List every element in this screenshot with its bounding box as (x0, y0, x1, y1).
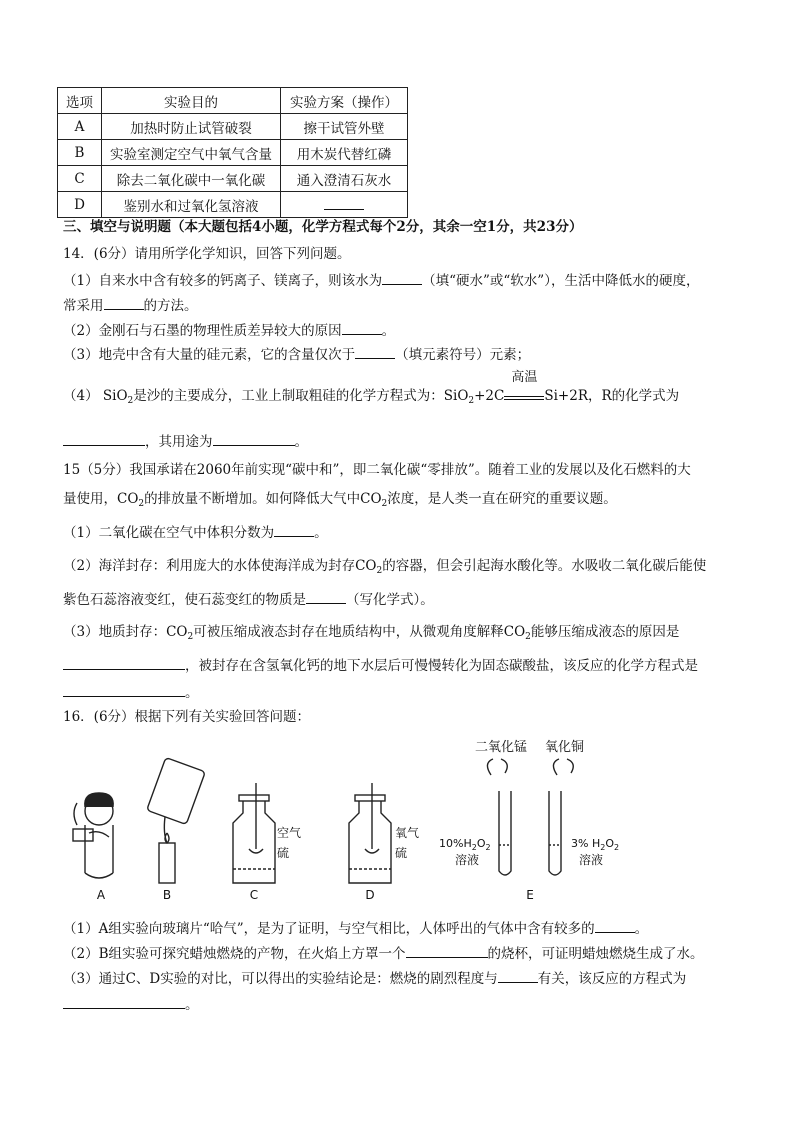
table-row (58, 140, 408, 166)
table-header: 实验目的 (102, 88, 281, 114)
q16-part2-line: （2）B组实验可探究蜡烛燃烧的产物，在火焰上方罩一个 的烧杯，可证明蜡烛燃烧生成了水。 (63, 943, 704, 964)
table-cell: B (58, 140, 102, 166)
q15-part1-line: （1）二氧化碳在空气中体积分数为 。 (63, 522, 328, 543)
figure-label-oxygen: 氧气 (395, 826, 420, 840)
answer-blank[interactable] (382, 270, 422, 285)
q14-part1-line2: 常采用 的方法。 (63, 295, 198, 316)
answer-blank[interactable] (274, 522, 314, 537)
table-cell: D (58, 192, 102, 218)
options-table (57, 87, 408, 218)
table-cell: 用木炭代替红磷 (281, 140, 408, 166)
table-header-row (58, 88, 408, 114)
figure-label-solution-3: 溶液 (579, 853, 604, 867)
answer-blank[interactable] (595, 918, 635, 933)
table-cell: 擦干试管外壁 (281, 114, 408, 140)
answer-blank[interactable] (63, 682, 185, 697)
figure-label-air: 空气 (277, 826, 302, 840)
question-15-stem: 15（5分）我国承诺在2060年前实现“碳中和”，即二氧化碳“零排放”。随着工业的发展以及化石燃料的大 (63, 462, 691, 478)
figure-label-d: D (365, 888, 375, 902)
figure-label-sulfur-c: 硫 (277, 846, 290, 860)
figure-c-jar-air (233, 783, 301, 902)
table-row (58, 114, 408, 140)
figure-label-h2o2-10: $10\%H_2O_2$ (439, 837, 491, 852)
figure-label-sulfur-d: 硫 (395, 846, 408, 860)
q14-part3-line: （3）地壳中含有大量的硅元素，它的含量仅次于 （填元素符号）元素； (63, 344, 530, 365)
answer-blank[interactable] (104, 295, 144, 310)
q14-part2-line: （2）金刚石与石墨的物理性质差异较大的原因 。 (63, 320, 395, 341)
q16-part1-line: （1）A组实验向玻璃片“哈气”，是为了证明，与空气相比，人体呼出的气体中含有较多的 。 (63, 918, 648, 939)
table-cell: 通入澄清石灰水 (281, 166, 408, 192)
answer-blank[interactable] (324, 195, 364, 210)
experiment-figure (63, 733, 633, 905)
answer-blank[interactable] (213, 431, 295, 446)
table-header: 实验方案（操作） (281, 88, 408, 114)
q15-part2-line2: 紫色石蕊溶液变红，使石蕊变红的物质是 （写化学式）。 (63, 589, 434, 610)
question-16-stem: 16．(6分）根据下列有关实验回答问题： (63, 709, 311, 725)
table-cell: 加热时防止试管破裂 (102, 114, 281, 140)
figure-label-solution-10: 溶液 (455, 853, 480, 867)
reaction-condition: 高温 (504, 387, 544, 400)
q15-stem-line2: 量使用，$CO_2$的排放量不断增加。如何降低大气中$CO_2$浓度，是人类一直在研究的重要议题。 (63, 491, 617, 509)
figure-label-e: E (526, 888, 534, 902)
q15-part3-line2: ，被封存在含氢氧化钙的地下水层后可慢慢转化为固态碳酸盐，该反应的化学方程式是 (63, 655, 698, 676)
answer-blank[interactable] (355, 344, 395, 359)
figure-e-test-tubes (439, 739, 619, 902)
answer-blank[interactable] (306, 589, 346, 604)
q16-part3-line2: 。 (63, 994, 199, 1015)
q15-part2-line: （2）海洋封存：利用庞大的水体使海洋成为封存$CO_2$的容器，但会引起海水酸化等。水吸收二氧化碳后能使 (63, 558, 707, 576)
answer-blank[interactable] (63, 655, 185, 670)
question-14-stem: 14．(6分）请用所学化学知识，回答下列问题。 (63, 246, 351, 262)
q15-part3-line: （3）地质封存：$CO_2$可被压缩成液态封存在地质结构中，从微观角度解释$CO_2$能够压缩成液态的原因是 (63, 624, 680, 642)
figure-b-candle-beaker (147, 758, 206, 902)
answer-blank[interactable] (406, 943, 488, 958)
q14-part4-line: （4） SiO$_2$是沙的主要成分，工业上制取粗硅的化学方程式为：SiO$_2$+2C 高温 Si+2R，R的化学式为 (63, 370, 680, 406)
table-cell: 鉴别水和过氧化氢溶液 (102, 192, 281, 218)
answer-blank[interactable] (342, 320, 382, 335)
figure-label-cuo: 氧化铜 (545, 740, 585, 755)
q14-part4-line2: ，其用途为 。 (63, 431, 308, 452)
table-cell: 除去二氧化碳中一氧化碳 (102, 166, 281, 192)
table-cell: C (58, 166, 102, 192)
figure-label-mno2: 二氧化锰 (475, 740, 528, 755)
figure-label-c: C (249, 888, 259, 902)
answer-blank[interactable] (63, 431, 145, 446)
section-heading: 三、填空与说明题（本大题包括4小题，化学方程式每个2分，其余一空1分，共23分） (63, 219, 583, 235)
figure-a-person (73, 793, 113, 902)
table-header: 选项 (58, 88, 102, 114)
figure-label-a: A (96, 888, 106, 902)
figure-label-b: B (162, 888, 172, 902)
table-cell[interactable] (281, 192, 408, 218)
table-cell: 实验室测定空气中氧气含量 (102, 140, 281, 166)
figure-label-h2o2-3: 3% $H_2O_2$ (571, 837, 620, 852)
figure-d-jar-oxygen (349, 783, 419, 902)
q14-part1-line: （1）自来水中含有较多的钙离子、镁离子，则该水为 （填“硬水”或“软水”），生活中降低水的硬度， (63, 270, 699, 291)
table-row (58, 166, 408, 192)
answer-blank[interactable] (498, 968, 538, 983)
q16-part3-line: （3）通过C、D实验的对比，可以得出的实验结论是：燃烧的剧烈程度与 有关，该反应的方程式为 (63, 968, 686, 989)
answer-blank[interactable] (63, 994, 185, 1009)
q15-part3-line3: 。 (63, 682, 199, 703)
table-cell: A (58, 114, 102, 140)
table-row (58, 192, 408, 218)
